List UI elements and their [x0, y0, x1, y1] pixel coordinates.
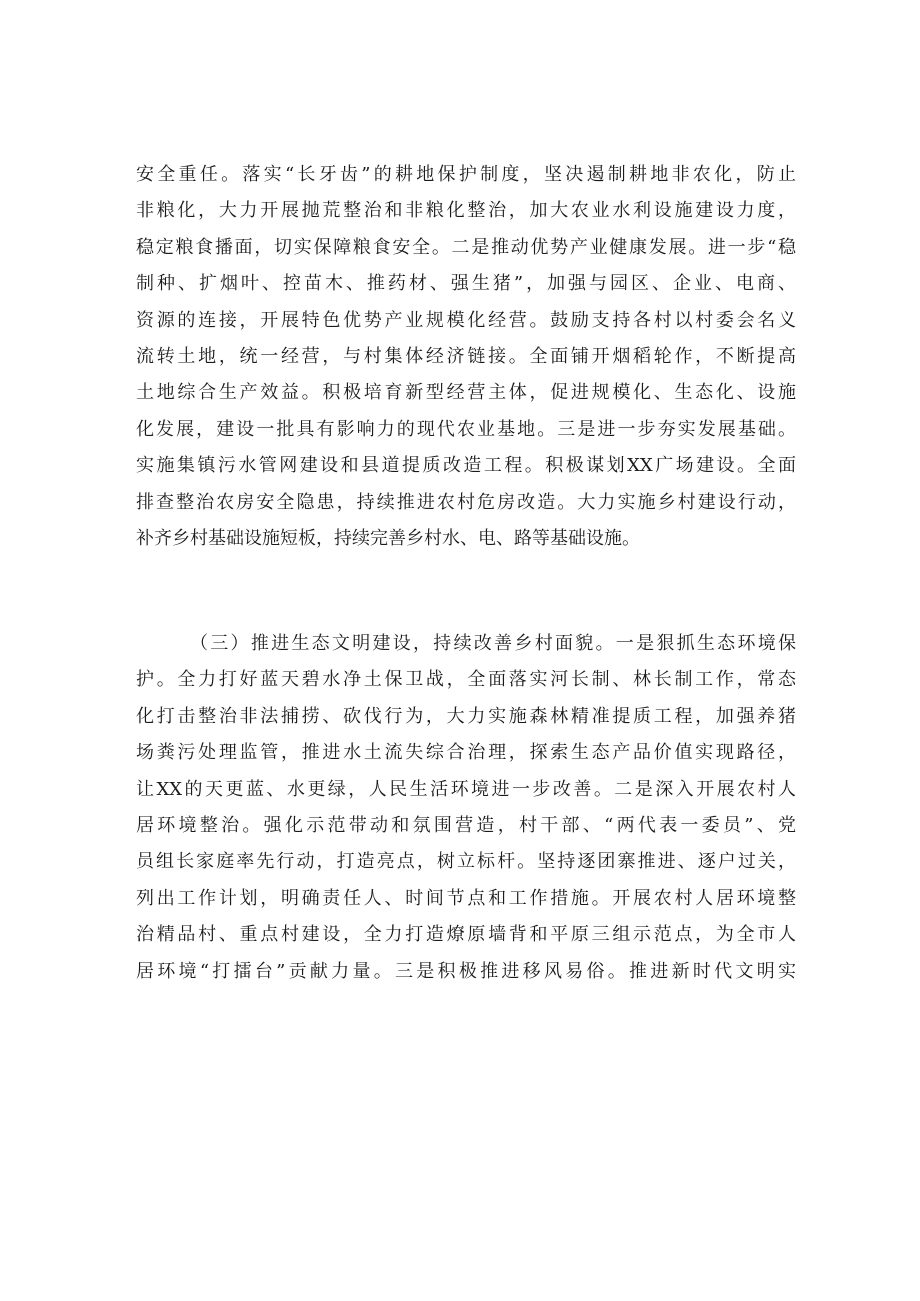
text-line: 员组长家庭率先行动，打造亮点，树立标杆。坚持逐团寨推进、逐户过关， [136, 851, 796, 873]
section-heading-line: （三）推进生态文明建设，持续改善乡村面貌。一是狠抓生态环境保 [190, 633, 796, 654]
text-line: 资源的连接，开展特色优势产业规模化经营。鼓励支持各村以村委会名义 [136, 309, 796, 331]
text-line: 制种、扩烟叶、控苗木、推药材、强生猪”，加强与园区、企业、电商、 [136, 273, 796, 295]
text-line: 让XX的天更蓝、水更绿，人民生活环境进一步改善。二是深入开展农村人 [136, 778, 796, 800]
paragraph-agriculture [136, 157, 796, 557]
text-line: 安全重任。落实“长牙齿”的耕地保护制度，坚决遏制耕地非农化，防止 [136, 164, 796, 185]
text-line: 居环境“打擂台”贡献力量。三是积极推进移风易俗。推进新时代文明实 [136, 960, 796, 982]
text-line: 实施集镇污水管网建设和县道提质改造工程。积极谋划XX广场建设。全面 [136, 455, 796, 477]
text-line: 排查整治农房安全隐患，持续推进农村危房改造。大力实施乡村建设行动， [136, 491, 796, 513]
paragraph-ecology [136, 626, 796, 990]
text-line: 补齐乡村基础设施短板，持续完善乡村水、电、路等基础设施。 [136, 527, 640, 549]
text-line: 场粪污处理监管，推进水土流失综合治理，探索生态产品价值实现路径， [136, 742, 796, 764]
text-line: 化发展，建设一批具有影响力的现代农业基地。三是进一步夯实发展基础。 [136, 418, 796, 440]
text-line: 非粮化，大力开展抛荒整治和非粮化整治，加大农业水利设施建设力度， [136, 200, 796, 222]
text-line: 居环境整治。强化示范带动和氛围营造，村干部、“两代表一委员”、党 [136, 814, 796, 836]
text-line: 化打击整治非法捕捞、砍伐行为，大力实施森林精准提质工程，加强养猪 [136, 705, 796, 727]
text-line: 列出工作计划，明确责任人、时间节点和工作措施。开展农村人居环境整 [136, 887, 796, 909]
text-line: 土地综合生产效益。积极培育新型经营主体，促进规模化、生态化、设施 [136, 382, 796, 404]
text-line: 稳定粮食播面，切实保障粮食安全。二是推动优势产业健康发展。进一步“稳 [136, 236, 796, 258]
text-line: 治精品村、重点村建设，全力打造燎原墙背和平原三组示范点，为全市人 [136, 924, 796, 946]
text-line: 流转土地，统一经营，与村集体经济链接。全面铺开烟稻轮作，不断提高 [136, 345, 796, 367]
text-line: 护。全力打好蓝天碧水净土保卫战，全面落实河长制、林长制工作，常态 [136, 669, 796, 691]
